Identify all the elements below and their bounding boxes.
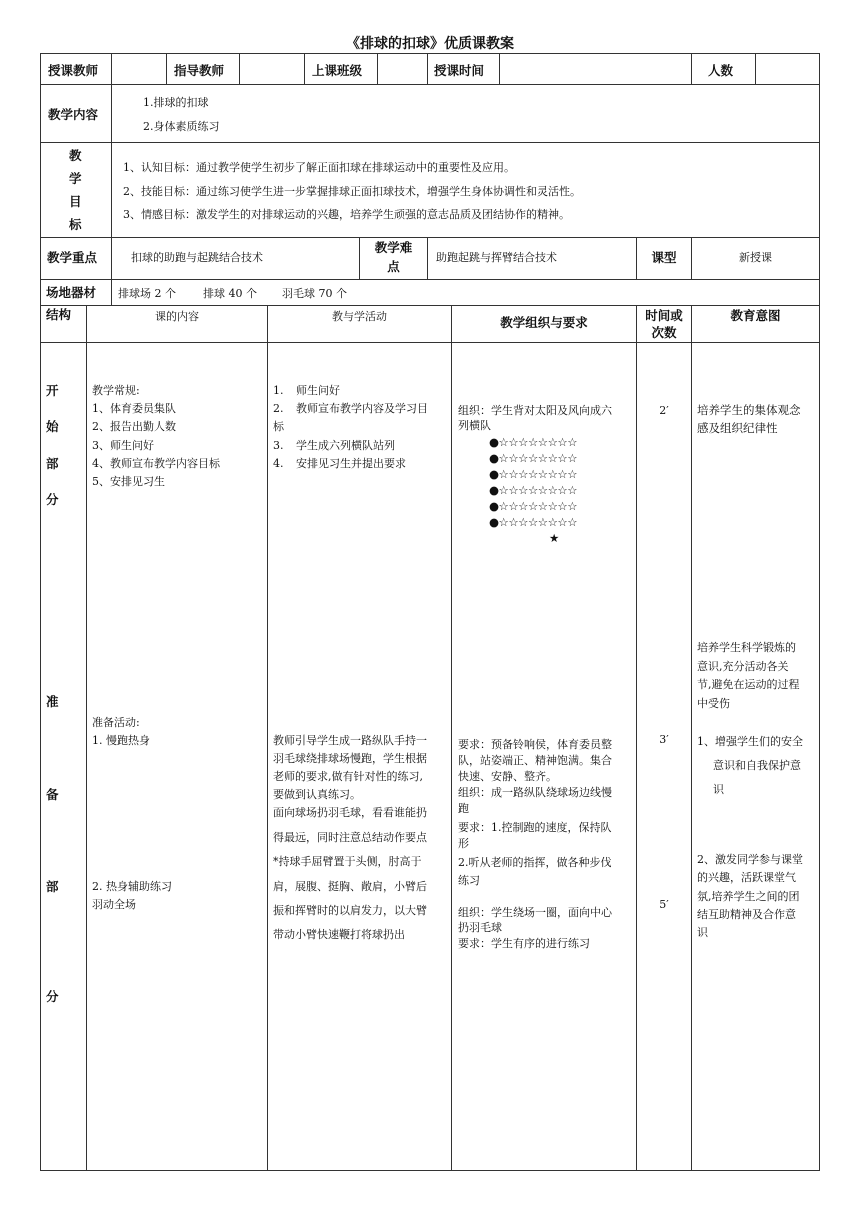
count-label: 人数 xyxy=(708,63,734,78)
grid-line xyxy=(40,1170,820,1171)
section-label-char: 分 xyxy=(46,989,59,1004)
col-time: 次数 xyxy=(651,325,677,340)
grid-line xyxy=(239,53,240,84)
grid-line xyxy=(819,53,820,1170)
key-point-value: 扣球的助跑与起跳结合技术 xyxy=(131,251,263,264)
grid-line xyxy=(40,142,820,143)
teacher-label: 授课教师 xyxy=(48,63,99,78)
start-activity-num: 4. xyxy=(273,457,284,470)
grid-line xyxy=(111,237,112,279)
prep-content-line: 准备活动: xyxy=(92,716,140,729)
lesson-type-label: 课型 xyxy=(651,250,677,265)
prep-content-line: 羽动全场 xyxy=(92,898,136,911)
grid-line xyxy=(451,305,452,1170)
equipment-item: 排球 40 个 xyxy=(203,287,257,300)
lesson-type-value: 新授课 xyxy=(739,251,772,264)
grid-line xyxy=(40,305,820,306)
grid-line xyxy=(40,237,820,238)
col-time: 时间或 xyxy=(645,308,683,323)
goals-label-char: 目 xyxy=(69,194,82,209)
grid-line xyxy=(691,305,692,1170)
start-content-line: 2、报告出勤人数 xyxy=(92,420,176,433)
start-content-line: 4、教师宣布教学内容目标 xyxy=(92,457,220,470)
equipment-item: 羽毛球 70 个 xyxy=(282,287,347,300)
prep-org-line: 跑 xyxy=(458,802,469,815)
formation-row: ●☆☆☆☆☆☆☆☆ xyxy=(489,467,578,481)
goal-item: 2、技能目标：通过练习使学生进一步掌握排球正面扣球技术，增强学生身体协调性和灵活性。 xyxy=(123,185,581,198)
grid-line xyxy=(40,342,820,343)
grid-line xyxy=(267,305,268,1170)
prep-intent-line: 1、增强学生们的安全 xyxy=(697,735,803,748)
grid-line xyxy=(166,53,167,84)
time-label: 授课时间 xyxy=(434,63,485,78)
prep-org-line: 要求：学生有序的进行练习 xyxy=(458,937,590,950)
prep-activity-line: 教师引导学生成一路纵队手持一 xyxy=(273,734,427,747)
grid-line xyxy=(755,53,756,84)
prep-intent-line: 氛,培养学生之间的团 xyxy=(697,890,800,903)
prep-org-line: 要求：预备铃响侯，体育委员整 xyxy=(458,738,612,751)
formation-row: ●☆☆☆☆☆☆☆☆ xyxy=(489,435,578,449)
mentor-label: 指导教师 xyxy=(174,63,225,78)
start-org-line: 列横队 xyxy=(458,419,491,432)
prep-intent-line: 意识,充分活动各关 xyxy=(697,660,789,673)
start-time: 2′ xyxy=(659,404,669,417)
prep-intent-line: 节,避免在运动的过程 xyxy=(697,678,800,691)
grid-line xyxy=(111,53,112,84)
prep-org-line: 要求：1.控制跑的速度，保持队 xyxy=(458,821,612,834)
start-activity-text: 安排见习生并提出要求 xyxy=(296,457,406,470)
start-activity-num: 2. xyxy=(273,402,284,415)
start-content-line: 1、体育委员集队 xyxy=(92,402,176,415)
grid-line xyxy=(40,279,820,280)
goals-label-char: 教 xyxy=(69,148,82,163)
prep-activity-line: 振和挥臂时的以肩发力，以大臂 xyxy=(273,904,427,917)
grid-line xyxy=(40,84,820,85)
start-content-line: 5、安排见习生 xyxy=(92,475,165,488)
grid-line xyxy=(427,53,428,84)
grid-line xyxy=(377,53,378,84)
prep-org-line: 2.听从老师的指挥，做各种步伐 xyxy=(458,856,612,869)
teacher-star-icon: ★ xyxy=(549,531,559,545)
prep-activity-line: 羽毛球绕排球场慢跑，学生根据 xyxy=(273,752,427,765)
formation-row: ●☆☆☆☆☆☆☆☆ xyxy=(489,499,578,513)
prep-intent-line: 识 xyxy=(713,783,724,796)
section-label-char: 部 xyxy=(46,456,59,471)
prep-activity-line: 要做到认真练习。 xyxy=(273,788,361,801)
start-activity-text: 教师宣布教学内容及学习目 xyxy=(296,402,428,415)
content-item: 2.身体素质练习 xyxy=(143,120,220,133)
start-activity-text: 师生问好 xyxy=(296,384,340,397)
prep-intent-line: 识 xyxy=(697,926,708,939)
start-activity-text: 标 xyxy=(273,420,284,433)
section-label-char: 准 xyxy=(46,694,59,709)
start-activity-text: 学生成六列横队站列 xyxy=(296,439,395,452)
prep-intent-line: 的兴趣，活跃课堂气 xyxy=(697,871,796,884)
goals-label-char: 学 xyxy=(69,171,82,186)
equipment-item: 排球场 2 个 xyxy=(118,287,176,300)
grid-line xyxy=(40,53,41,1170)
col-organization: 教学组织与要求 xyxy=(500,315,588,330)
start-activity-num: 3. xyxy=(273,439,284,452)
prep-time: 3′ xyxy=(659,733,669,746)
difficult-point-label: 点 xyxy=(387,259,400,274)
col-structure: 结构 xyxy=(46,307,72,322)
section-label-char: 分 xyxy=(46,492,59,507)
prep-intent-line: 培养学生科学锻炼的 xyxy=(697,641,796,654)
content-label: 教学内容 xyxy=(48,107,99,122)
class-label: 上课班级 xyxy=(312,63,363,78)
goal-item: 3、情感目标：激发学生的对排球运动的兴趣，培养学生顽强的意志品质及团结协作的精神。 xyxy=(123,208,570,221)
page-title: 《排球的扣球》优质课教案 xyxy=(346,36,514,52)
prep-intent-line: 中受伤 xyxy=(697,697,730,710)
section-label-char: 开 xyxy=(46,383,59,398)
formation-row: ●☆☆☆☆☆☆☆☆ xyxy=(489,483,578,497)
prep-time: 5′ xyxy=(659,898,669,911)
goals-label-char: 标 xyxy=(69,217,82,232)
prep-intent-line: 2、激发同学参与课堂 xyxy=(697,853,803,866)
prep-activity-line: 得最远，同时注意总结动作要点 xyxy=(273,831,427,844)
prep-activity-line: *持球手屈臂置于头侧，肘高于 xyxy=(273,855,422,868)
grid-line xyxy=(304,53,305,84)
prep-org-line: 快速、安静、整齐。 xyxy=(458,770,557,783)
prep-org-line: 队，站姿端正、精神饱满。集合 xyxy=(458,754,612,767)
prep-intent-line: 结互助精神及合作意 xyxy=(697,908,796,921)
grid-line xyxy=(40,53,820,54)
start-intent-line: 培养学生的集体观念 xyxy=(697,403,801,417)
prep-activity-line: 带动小臂快速鞭打将球扔出 xyxy=(273,928,405,941)
grid-line xyxy=(111,84,112,237)
key-point-label: 教学重点 xyxy=(47,250,98,265)
col-content: 课的内容 xyxy=(155,310,199,323)
grid-line xyxy=(86,305,87,1170)
grid-line xyxy=(499,53,500,84)
prep-org-line: 组织：学生绕场一圈，面向中心 xyxy=(458,906,612,919)
formation-row: ●☆☆☆☆☆☆☆☆ xyxy=(489,515,578,529)
grid-line xyxy=(691,53,692,84)
prep-content-line: 1. 慢跑热身 xyxy=(92,734,150,747)
equipment-label: 场地器材 xyxy=(46,285,97,300)
prep-org-line: 扔羽毛球 xyxy=(458,921,502,934)
prep-intent-line: 意识和自我保护意 xyxy=(713,759,801,772)
prep-activity-line: 面向球场扔羽毛球，看看谁能扔 xyxy=(273,806,427,819)
prep-org-line: 形 xyxy=(458,837,469,850)
section-label-char: 备 xyxy=(46,787,59,802)
content-item: 1.排球的扣球 xyxy=(143,96,209,109)
start-activity-num: 1. xyxy=(273,384,284,397)
prep-activity-line: 老师的要求,做有针对性的练习, xyxy=(273,770,423,783)
section-label-char: 部 xyxy=(46,879,59,894)
section-label-char: 始 xyxy=(46,419,59,434)
prep-org-line: 练习 xyxy=(458,874,480,887)
grid-line xyxy=(427,237,428,279)
start-content-line: 教学常规: xyxy=(92,384,140,397)
prep-activity-line: 肩，展腹、挺胸、敞肩，小臂后 xyxy=(273,880,427,893)
grid-line xyxy=(111,279,112,305)
prep-content-line: 2. 热身辅助练习 xyxy=(92,880,172,893)
formation-row: ●☆☆☆☆☆☆☆☆ xyxy=(489,451,578,465)
difficult-point-label: 教学难 xyxy=(374,240,413,255)
start-content-line: 3、师生问好 xyxy=(92,439,154,452)
difficult-point-value: 助跑起跳与挥臂结合技术 xyxy=(436,251,557,264)
col-intent: 教育意图 xyxy=(730,308,781,323)
prep-org-line: 组织：成一路纵队绕球场边线慢 xyxy=(458,786,612,799)
col-activity: 教与学活动 xyxy=(332,310,387,323)
start-org-line: 组织：学生背对太阳及风向成六 xyxy=(458,404,612,417)
goal-item: 1、认知目标：通过教学使学生初步了解正面扣球在排球运动中的重要性及应用。 xyxy=(123,161,515,174)
start-intent-line: 感及组织纪律性 xyxy=(697,421,778,435)
